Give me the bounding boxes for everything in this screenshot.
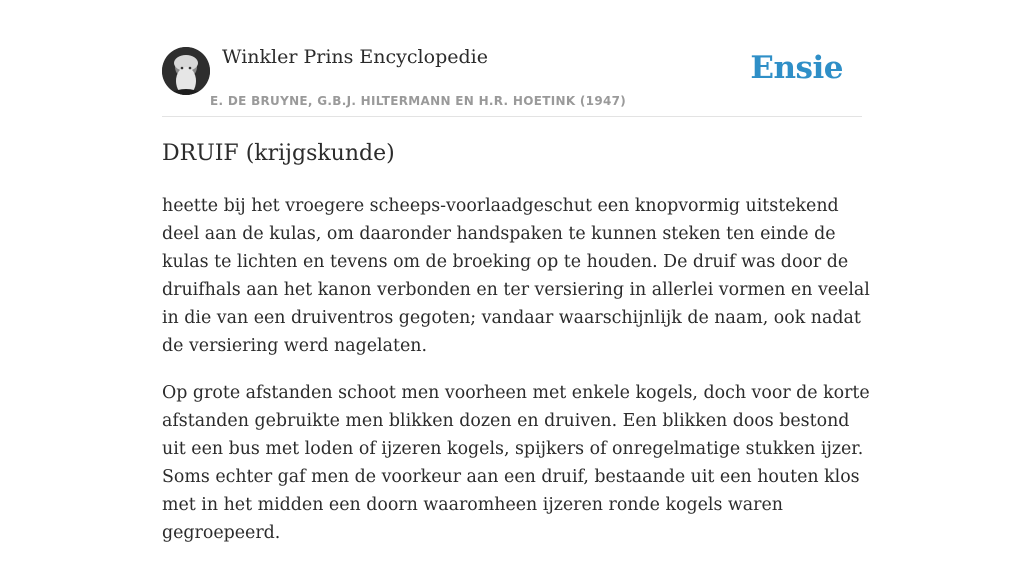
article-paragraph-1: heette bij het vroegere scheeps-voorlaadgeschut een knopvormig uitstekend deel aan de kulas, om daaronder handspaken te kunnen steken ten einde de kulas te lichten en tevens om de broeking op te houden. De druif was door de druifhals aan het kanon verbonden en ter versiering in allerlei vormen en veelal in die van een druiventros gegoten; vandaar waarschijnlijk de naam, ook nadat de versiering werd nagelaten. [162,196,870,356]
article-body [162,192,874,566]
author-portrait-avatar [162,47,210,95]
portrait-image [162,47,210,95]
source-authors: E. DE BRUYNE, G.B.J. HILTERMANN EN H.R. HOETINK (1947) [210,94,627,108]
article-title: DRUIF (krijgskunde) [162,141,395,166]
ensie-logo[interactable]: Ensie [750,50,843,86]
article-paragraph-2: Op grote afstanden schoot men voorheen met enkele kogels, doch voor de korte afstanden gebruikte men blikken dozen en druiven. Een blikken doos bestond uit een bus met loden of ijzeren kogels, spijkers of onregelmatige stukken ijzer. Soms echter gaf men de voorkeur aan een druif, bestaande uit een houten klos met in het midden een doorn waaromheen ijzeren ronde kogels waren gegroepeerd. [162,383,870,543]
source-header [162,0,862,117]
article-page [162,0,870,543]
source-title[interactable]: Winkler Prins Encyclopedie [222,46,488,68]
